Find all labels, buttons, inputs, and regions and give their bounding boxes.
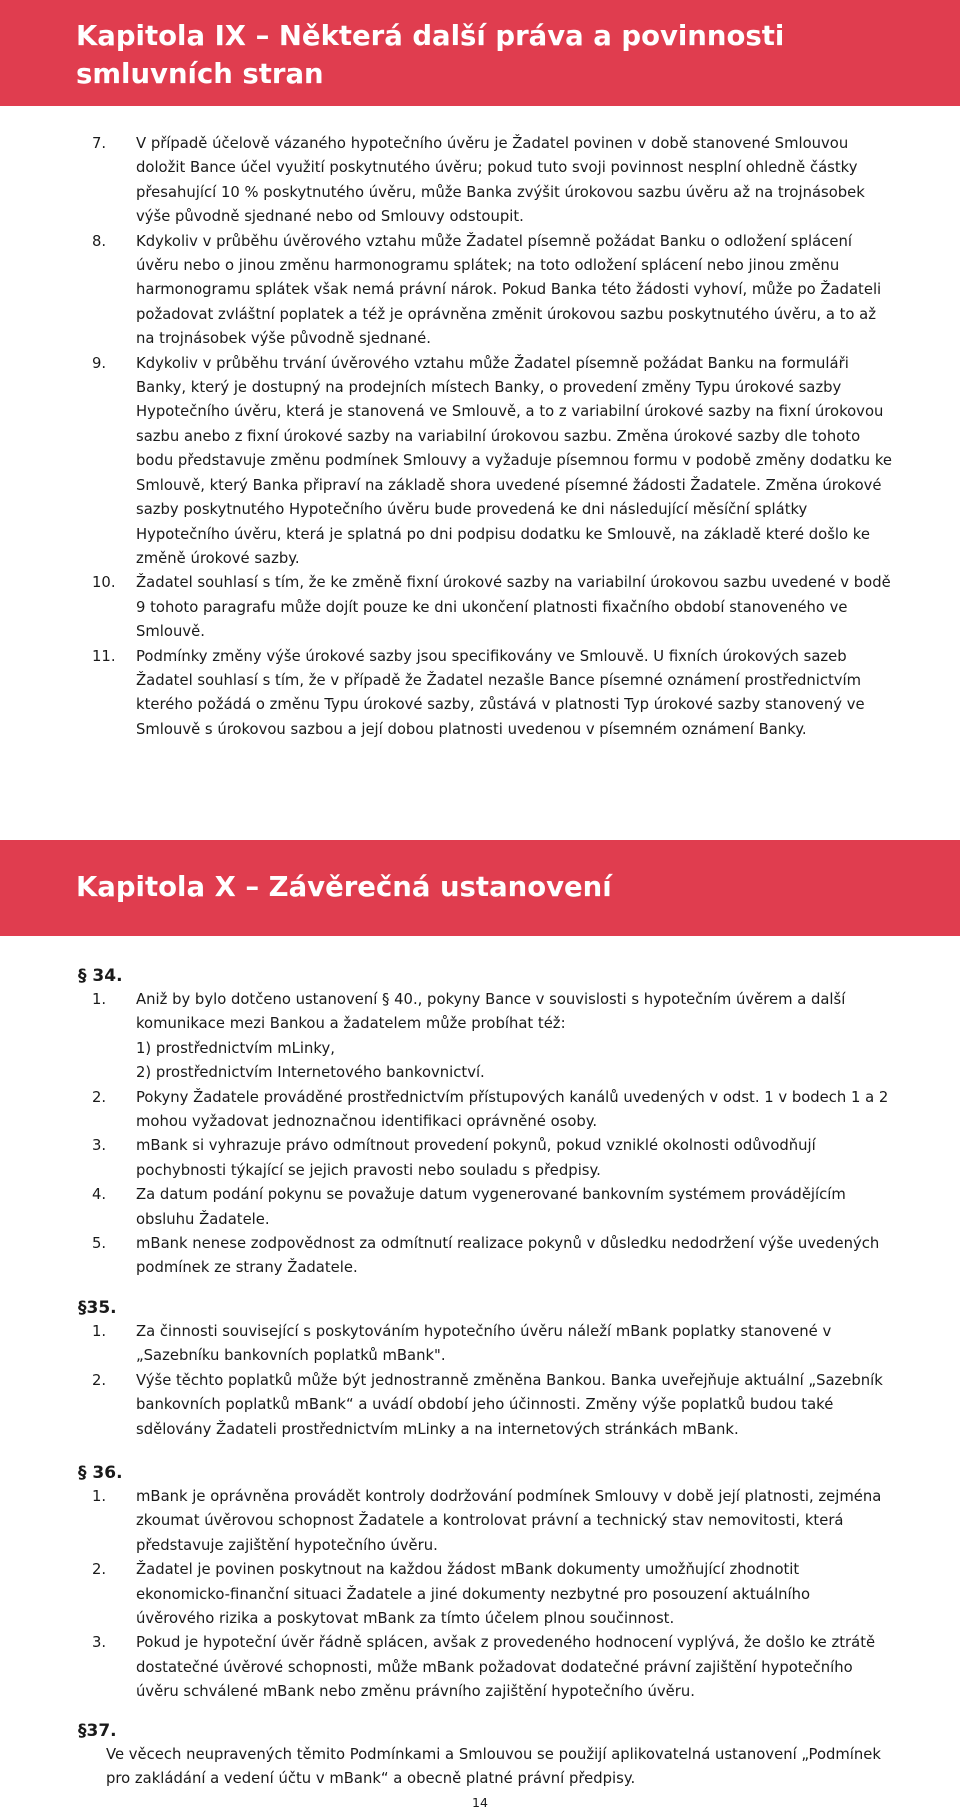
chapter-9-header — [0, 0, 960, 106]
list-item — [92, 1485, 892, 1558]
item-number: 5. — [92, 1235, 107, 1253]
item-text: Žadatel je povinen poskytnout na každou žádost mBank dokumenty umožňující zhodnotit ekonomicko-finanční situaci Žadatele a jiné dokumenty nezbytné pro posouzení aktuálního úvěrového rizika a poskytovat mBank za tímto účelem plnou součinnost. — [136, 1561, 811, 1628]
list-item — [92, 352, 892, 572]
list-item — [92, 1134, 892, 1183]
list-item — [92, 1369, 892, 1442]
item-text: Výše těchto poplatků může být jednostranně změněna Bankou. Banka uveřejňuje aktuální „Sazebník bankovních poplatků mBank“ a uvádí období jeho účinnosti. Změny výše poplatků budou také sdělovány Žadateli prostřednictvím mLinky a na internetových stránkách mBank. — [136, 1371, 883, 1438]
item-text: Za činnosti související s poskytováním hypotečního úvěru náleží mBank poplatky stanovené v „Sazebníku bankovních poplatků mBank". — [136, 1323, 832, 1365]
item-text: Pokud je hypoteční úvěr řádně splácen, avšak z provedeného hodnocení vyplývá, že došlo ke ztrátě dostatečné úvěrové schopnosti, může mBank požadovat dodatečné právní zajištění hypotečního úvěru schválené mBank nebo změnu právního zajištění hypotečního úvěru. — [136, 1634, 876, 1701]
section-37-title: §37. — [78, 1721, 117, 1741]
chapter-9-list — [92, 132, 892, 742]
section-35-list — [92, 1320, 892, 1442]
item-text: Kdykoliv v průběhu trvání úvěrového vztahu může Žadatel písemně požádat Banku na formuláři Banky, který je dostupný na prodejních místech Banky, o provedení změny Typu úrokové sazby Hypotečního úvěru, která je stanovená ve Smlouvě, a to z variabilní úrokové sazby na fixní úrokovou sazbu anebo z fixní úrokové sazby na variabilní úrokovou sazbu. Změna úrokové sazby dle tohoto bodu představuje změnu podmínek Smlouvy a vyžaduje písemnou formu v podobě změny dodatku ke Smlouvě, který Banka připraví na základě shora uvedené písemné žádosti Žadatele. Změna úrokové sazby poskytnutého Hypotečního úvěru bude provedená ke dni následující měsíční splátky Hypotečního úvěru, která je splatná po dni podpisu dodatku ke Smlouvě, na základě které došlo ke změně úrokové sazby. — [136, 354, 892, 567]
section-34-title: § 34. — [78, 966, 123, 986]
list-item — [92, 132, 892, 230]
item-number: 4. — [92, 1186, 107, 1204]
sub-item: 1) prostřednictvím mLinky, — [136, 1039, 335, 1057]
item-text: Za datum podání pokynu se považuje datum vygenerované bankovním systémem provádějícím obsluhu Žadatele. — [136, 1186, 846, 1228]
item-number: 1. — [92, 1323, 107, 1340]
item-text: Žadatel souhlasí s tím, že ke změně fixní úrokové sazby na variabilní úrokovou sazbu uvedené v bodě 9 tohoto paragrafu může dojít pouze ke dni ukončení platnosti fixačního období stanoveného ve Smlouvě. — [136, 574, 891, 641]
item-number: 2. — [92, 1561, 107, 1579]
item-number: 2. — [92, 1371, 107, 1389]
item-number: 8. — [92, 232, 107, 250]
item-text: mBank je oprávněna provádět kontroly dodržování podmínek Smlouvy v době její platnosti, zejména zkoumat úvěrovou schopnost Žadatele a kontrolovat právní a technický stav nemovitosti, která představuje zajištění hypotečního úvěru. — [136, 1488, 882, 1554]
item-text: Podmínky změny výše úrokové sazby jsou specifikovány ve Smlouvě. U fixních úrokových sazeb Žadatel souhlasí s tím, že v případě že Žadatel nezašle Bance písemné oznámení prostřednictvím kterého požádá o změnu Typu úrokové sazby, zůstává v platnosti Typ úrokové sazby stanovený ve Smlouvě s úrokovou sazbou a její dobou platnosti uvedenou v písemném oznámení Banky. — [136, 647, 865, 738]
section-36-list — [92, 1485, 892, 1705]
item-text: Kdykoliv v průběhu úvěrového vztahu může Žadatel písemně požádat Banku o odložení splácení úvěru nebo o jinou změnu harmonogramu splátek; na toto odložení splácení nebo jinou změnu harmonogramu splátek však nemá právní nárok. Pokud Banka této žádosti vyhoví, může po Žadateli požadovat zvláštní poplatek a též je oprávněna změnit úrokovou sazbu poskytnutého úvěru, a to až na trojnásobek výše původně sjednané. — [136, 232, 882, 348]
list-item — [92, 1631, 892, 1704]
list-item — [92, 988, 892, 1086]
item-text: mBank si vyhrazuje právo odmítnout provedení pokynů, pokud vzniklé okolnosti odůvodňují pochybnosti týkající se jejich pravosti nebo souladu s předpisy. — [136, 1137, 816, 1179]
list-item — [92, 645, 892, 743]
item-text: Aniž by bylo dotčeno ustanovení § 40., pokyny Bance v souvislosti s hypotečním úvěrem a další komunikace mezi Bankou a žadatelem může probíhat též: — [136, 991, 846, 1033]
item-number: 3. — [92, 1634, 107, 1652]
item-number: 9. — [92, 354, 107, 372]
list-item — [92, 1183, 892, 1232]
item-number: 2. — [92, 1088, 107, 1106]
item-text: V případě účelově vázaného hypotečního úvěru je Žadatel povinen v době stanovené Smlouvou doložit Bance účel využití poskytnutého úvěru; pokud tuto svoji povinnost nesplní ohledně částky přesahující 10 % poskytnutého úvěru, může Banka zvýšit úrokovou sazbu úvěru až na trojnásobek výše původně sjednané nebo od Smlouvy odstoupit. — [136, 135, 865, 226]
section-35-title: §35. — [78, 1298, 117, 1318]
list-item — [92, 571, 892, 644]
item-text: Pokyny Žadatele prováděné prostřednictvím přístupových kanálů uvedených v odst. 1 v bodech 1 a 2 mohou vyžadovat jednoznačnou identifikaci oprávněné osoby. — [136, 1088, 889, 1131]
list-item — [92, 1558, 892, 1631]
chapter-9-title-line2: smluvních stran — [76, 58, 324, 90]
item-text: mBank nenese zodpovědnost za odmítnutí realizace pokynů v důsledku nedodržení výše uvedených podmínek ze strany Žadatele. — [136, 1235, 880, 1277]
chapter-10-header — [0, 840, 960, 936]
item-number: 3. — [92, 1137, 107, 1155]
item-number: 1. — [92, 1488, 107, 1505]
list-item — [92, 1086, 892, 1135]
section-37-text: Ve věcech neupravených těmito Podmínkami a Smlouvou se použijí aplikovatelná ustanovení „Podmínek pro zakládání a vedení účtu v mBank“ a obecně platné právní předpisy. — [106, 1746, 881, 1788]
item-number: 11. — [92, 647, 116, 665]
sub-item: 2) prostřednictvím Internetového bankovnictví. — [136, 1064, 485, 1082]
chapter-10-title: Kapitola X – Závěrečná ustanovení — [76, 871, 612, 903]
item-number: 7. — [92, 135, 107, 152]
list-item — [92, 230, 892, 352]
item-number: 1. — [92, 991, 107, 1008]
item-number: 10. — [92, 574, 116, 592]
list-item — [92, 1232, 892, 1281]
page-number: 14 — [472, 1795, 488, 1810]
list-item — [92, 1320, 892, 1369]
chapter-9-title-line1: Kapitola IX – Některá další práva a povinnosti — [76, 20, 785, 52]
section-36-title: § 36. — [78, 1463, 123, 1483]
section-34-list — [92, 988, 892, 1281]
